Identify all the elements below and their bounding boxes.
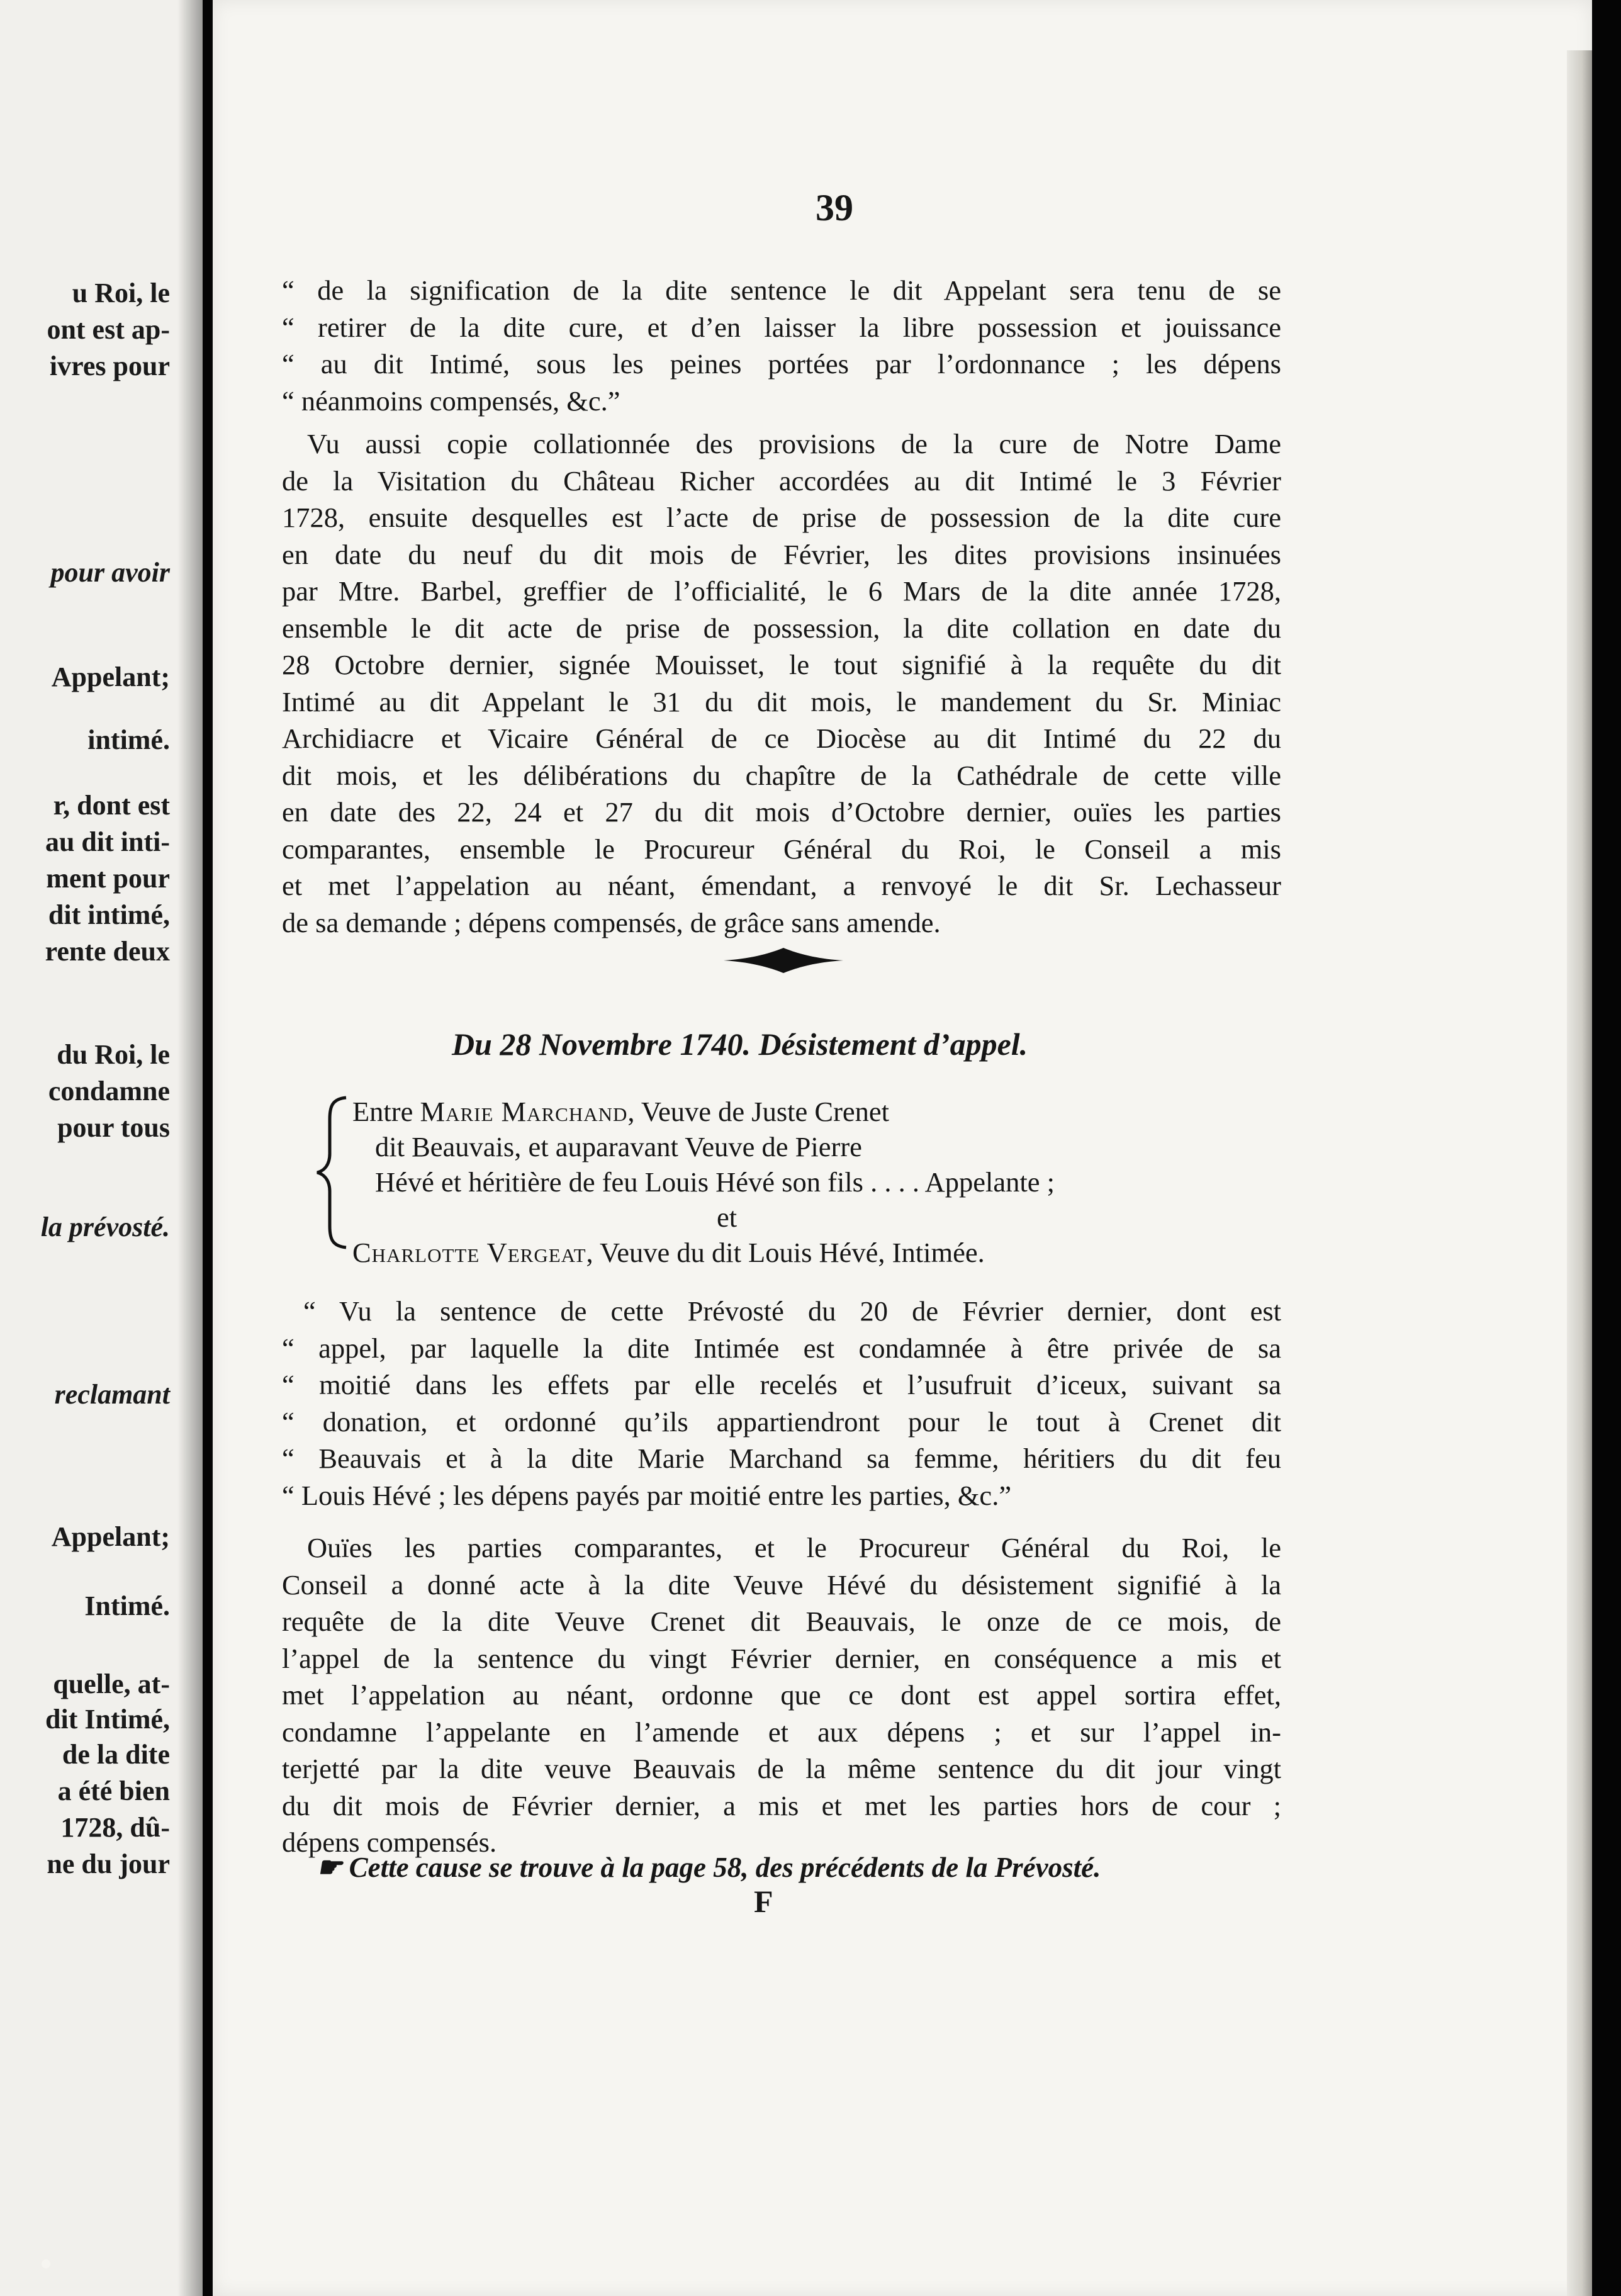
para2-line: met l’appelation au néant, ordonne que ce dont est appel sortira effet, [282, 1679, 1281, 1711]
party-lines [352, 1094, 1265, 1270]
left-page-fragment: ment pour [46, 863, 170, 894]
para1-line: en date du neuf du dit mois de Février, les dites provisions insinuées [282, 538, 1281, 570]
para1-line: Archidiacre et Vicaire Général de ce Diocèse au dit Intimé du 22 du [282, 723, 1281, 754]
left-page-fragment: r, dont est [53, 790, 170, 821]
left-page-fragment: dit intimé, [48, 899, 170, 930]
party-line-1 [352, 1094, 1265, 1129]
quote2-line: “ Vu la sentence de cette Prévosté du 20 de Février dernier, dont est [303, 1295, 1281, 1327]
para2-line: Conseil a donné acte à la dite Veuve Hévé du désistement signifié à la [282, 1568, 1281, 1601]
left-page-fragment: ivres pour [49, 351, 170, 381]
party-line-2: dit Beauvais, et auparavant Veuve de Pierre [375, 1131, 862, 1162]
gutter-shadow [177, 0, 203, 2296]
paragraph-1 [282, 425, 1281, 941]
para1-line: comparantes, ensemble le Procureur Général du Roi, le Conseil a mis [282, 833, 1281, 865]
quote2-line: “ donation, et ordonné qu’ils appartiendront pour le tout à Crenet dit [282, 1405, 1281, 1438]
quote1-line: “ néanmoins compensés, &c.” [282, 385, 620, 417]
party-line-et: et [716, 1201, 738, 1233]
para2-line: requête de la dite Veuve Crenet dit Beauvais, le onze de ce mois, de [282, 1606, 1281, 1637]
quote2-line: “ moitié dans les effets par elle recelés et l’usufruit d’iceux, suivant sa [282, 1369, 1281, 1400]
left-page-fragment: ont est ap- [47, 314, 170, 345]
para1-line: de sa demande ; dépens compensés, de grâce sans amende. [282, 906, 941, 938]
left-page-fragment: du Roi, le [57, 1039, 170, 1070]
quote-paragraph-2 [282, 1293, 1281, 1514]
main-page [213, 0, 1592, 2296]
party-line-5 [352, 1235, 1265, 1270]
footnote [317, 1850, 1101, 1884]
respondent-name: Charlotte Vergeat [352, 1237, 586, 1268]
left-page-fragment: ne du jour [47, 1849, 170, 1879]
left-page-fragment: reclamant [54, 1379, 170, 1410]
left-page-fragment: de la dite [62, 1739, 170, 1770]
left-page-fragment: 1728, dû- [60, 1812, 170, 1843]
left-page-fragment: la prévosté. [40, 1212, 170, 1242]
page-number: 39 [816, 187, 853, 228]
page-edge [1567, 50, 1592, 2296]
left-page-fragment: rente deux [45, 936, 170, 967]
case-heading: Du 28 Novembre 1740. Désistement d’appel. [452, 1027, 1028, 1062]
para2-line: Ouïes les parties comparantes, et le Procureur Général du Roi, le [307, 1532, 1281, 1563]
left-page-fragment: intimé. [87, 724, 170, 755]
para1-line: en date des 22, 24 et 27 du dit mois d’Octobre dernier, ouïes les parties [282, 796, 1281, 828]
left-page-fragment: Appelant; [51, 1521, 170, 1552]
appellant-description: , Veuve de Juste Crenet [627, 1096, 890, 1127]
para1-line: ensemble le dit acte de prise de possession, la dite collation en date du [282, 612, 1281, 644]
quote1-line: “ retirer de la dite cure, et d’en laisser la libre possession et jouissance [282, 311, 1281, 343]
para1-line: Vu aussi copie collationnée des provisions de la cure de Notre Dame [307, 428, 1281, 459]
curly-brace [313, 1094, 351, 1251]
party-line-3: Hévé et héritière de feu Louis Hévé son fils . . . . Appelante ; [375, 1166, 1055, 1198]
quote2-line: “ Beauvais et à la dite Marie Marchand sa femme, héritiers du dit feu [282, 1443, 1281, 1474]
para2-line: du dit mois de Février dernier, a mis et met les parties hors de cour ; [282, 1789, 1281, 1821]
para2-line: dépens compensés. [282, 1826, 497, 1858]
appellant-name: Marie Marchand [420, 1096, 628, 1127]
left-facing-page [0, 0, 203, 2296]
left-page-fragment: quelle, at- [53, 1669, 170, 1699]
pointing-hand-icon: ☛ [317, 1852, 342, 1883]
para1-line: par Mtre. Barbel, greffier de l’officialité, le 6 Mars de la dite année 1728, [282, 575, 1281, 607]
para1-line: 28 Octobre dernier, signée Mouisset, le tout signifié à la requête du dit [282, 649, 1281, 680]
para2-line: condamne l’appelante en l’amende et aux dépens ; et sur l’appel in- [282, 1716, 1281, 1748]
left-page-fragment: pour avoir [50, 557, 170, 588]
left-page-fragment: au dit inti- [45, 826, 170, 857]
para1-line: de la Visitation du Château Richer accordées au dit Intimé le 3 Février [282, 464, 1281, 497]
left-page-fragment: Appelant; [51, 661, 170, 692]
para1-line: dit mois, et les délibérations du chapître de la Cathédrale de cette ville [282, 759, 1281, 791]
left-page-fragment: a été bien [57, 1775, 170, 1806]
left-page-fragment: dit Intimé, [45, 1704, 170, 1735]
respondent-description: , Veuve du dit Louis Hévé, Intimée. [586, 1237, 985, 1268]
left-page-fragment: u Roi, le [72, 278, 170, 308]
left-page-fragment: condamne [48, 1076, 170, 1106]
footnote-text: Cette cause se trouve à la page 58, des précédents de la Prévosté. [349, 1852, 1101, 1883]
para1-line: et met l’appelation au néant, émendant, a renvoyé le dit Sr. Lechasseur [282, 870, 1281, 901]
quote1-line: “ de la signification de la dite sentence le dit Appelant sera tenu de se [282, 274, 1281, 306]
signature-mark: F [754, 1884, 773, 1919]
left-page-fragment: pour tous [57, 1112, 170, 1143]
para1-line: 1728, ensuite desquelles est l’acte de prise de possession de la dite cure [282, 502, 1281, 533]
quote2-line: “ appel, par laquelle la dite Intimée est condamnée à être privée de sa [282, 1332, 1281, 1364]
quote2-line: “ Louis Hévé ; les dépens payés par moitié entre les parties, &c.” [282, 1479, 1012, 1511]
scan-mark [42, 2259, 50, 2268]
para2-line: l’appel de la sentence du vingt Février dernier, en conséquence a mis et [282, 1642, 1281, 1674]
left-page-fragment: Intimé. [84, 1590, 170, 1621]
ornament-divider [724, 947, 843, 974]
quote1-line: “ au dit Intimé, sous les peines portées par l’ordonnance ; les dépens [282, 348, 1281, 380]
para1-line: Intimé au dit Appelant le 31 du dit mois, le mandement du Sr. Miniac [282, 685, 1281, 718]
quote-paragraph-1 [282, 272, 1281, 419]
party-prefix: Entre [352, 1096, 420, 1127]
para2-line: terjetté par la dite veuve Beauvais de la même sentence du dit jour vingt [282, 1753, 1281, 1784]
paragraph-2 [282, 1529, 1281, 1861]
